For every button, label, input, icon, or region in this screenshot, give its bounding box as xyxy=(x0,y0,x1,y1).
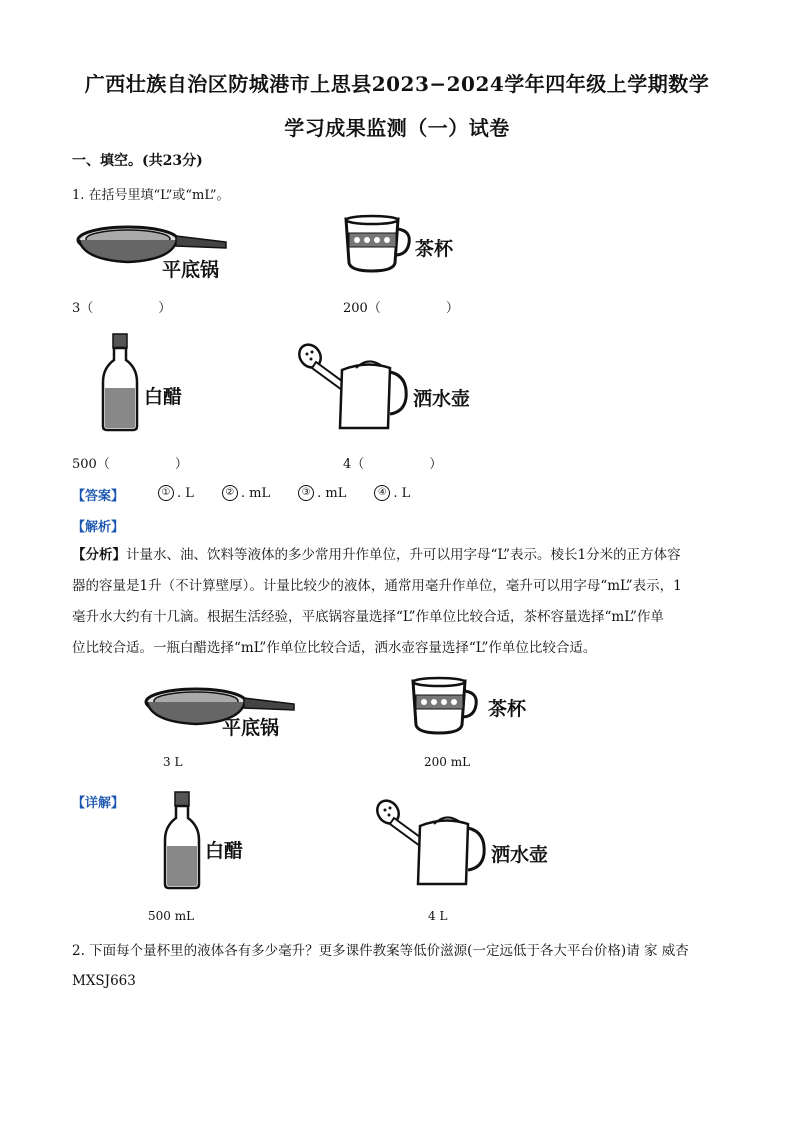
vinegar-bottle-illustration xyxy=(162,790,202,890)
answer-option: ① . L xyxy=(158,485,194,501)
item-label-pan: 平底锅 xyxy=(222,717,280,739)
blank-vinegar[interactable]: 500（ ） xyxy=(72,457,188,472)
item-label-can: 洒水壶 xyxy=(413,388,471,410)
answer-tag: 【答案】 xyxy=(72,489,125,504)
question1-prompt: 1. 在括号里填“L”或“mL”。 xyxy=(72,188,230,203)
caption-pan: 3 L xyxy=(163,755,183,769)
item-label-vinegar: 白醋 xyxy=(205,840,244,862)
caption-vinegar: 500 mL xyxy=(148,909,195,923)
blank-pan[interactable]: 3（ ） xyxy=(72,301,172,316)
item-label-pan: 平底锅 xyxy=(162,259,220,281)
analysis-paragraph: 【分析】计量水、油、饮料等液体的多少常用升作单位，升可以用字母“L”表示。棱长1分米的正方体容 器的容量是1升（不计算壁厚）。计量比较少的液体，通常用毫升作单位，毫升可以用字母“mL”表示，1 毫升水大约有十几滴。根据生活经验，平底锅容量选择“L”作单位比较合适，茶杯容量选择“mL”作单 位比较合适。一瓶白醋选择“mL”作单位比较合适，洒水壶容量选择“L”作单位比较合适。 xyxy=(72,547,682,656)
caption-can: 4 L xyxy=(428,909,448,923)
caption-cup: 200 mL xyxy=(424,755,471,769)
item-label-can: 洒水壶 xyxy=(491,844,549,866)
blank-can[interactable]: 4（ ） xyxy=(343,457,443,472)
answer-option: ② . mL xyxy=(222,485,270,501)
answer-option: ③ . mL xyxy=(298,485,346,501)
section-heading: 一、填空。(共23分) xyxy=(72,153,203,169)
item-label-cup: 茶杯 xyxy=(415,238,454,260)
item-label-cup: 茶杯 xyxy=(488,698,527,720)
tea-cup-illustration xyxy=(410,677,480,739)
question2-text: 2. 下面每个量杯里的液体各有多少毫升？更多课件教案等低价滋源(一定远低于各大平台价格)请 家 威杏 MXSJ663 xyxy=(72,943,689,989)
analysis-tag: 【解析】 xyxy=(72,520,125,535)
detail-tag: 【详解】 xyxy=(72,796,125,811)
item-label-vinegar: 白醋 xyxy=(144,386,183,408)
answer-option: ④ . L xyxy=(374,485,410,501)
watering-can-illustration xyxy=(374,798,489,888)
vinegar-bottle-illustration xyxy=(100,332,140,432)
blank-cup[interactable]: 200（ ） xyxy=(343,301,459,316)
answer-options xyxy=(158,485,410,501)
tea-cup-illustration xyxy=(343,215,413,277)
page-title-line1: 广西壮族自治区防城港市上思县2023−2024学年四年级上学期数学 xyxy=(84,72,710,96)
page-title-line2: 学习成果监测（一）试卷 xyxy=(284,116,510,140)
fenxi-tag: 【分析】 xyxy=(72,547,126,563)
watering-can-illustration xyxy=(296,342,411,432)
